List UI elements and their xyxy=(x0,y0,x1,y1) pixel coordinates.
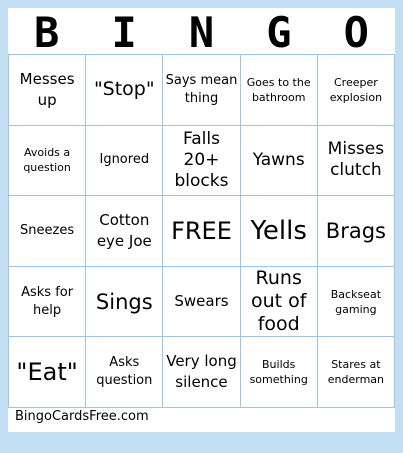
bingo-cell: Ignored xyxy=(86,126,163,197)
bingo-cell: Says mean thing xyxy=(163,55,240,126)
bingo-header xyxy=(8,8,395,57)
bingo-cell: Goes to the bathroom xyxy=(241,55,318,126)
bingo-cell: "Stop" xyxy=(86,55,163,126)
bingo-cell: Avoids a question xyxy=(9,126,86,197)
bingo-cell: FREE xyxy=(163,196,240,267)
bingo-card xyxy=(8,8,395,432)
bingo-cell: Falls 20+ blocks xyxy=(163,126,240,197)
bingo-cell: Runs out of food xyxy=(241,267,318,338)
bingo-cell: Asks for help xyxy=(9,267,86,338)
bingo-cell: Cotton eye Joe xyxy=(86,196,163,267)
bingo-cell: Very long silence xyxy=(163,337,240,408)
bingo-cell: Swears xyxy=(163,267,240,338)
bingo-cell: Creeper explosion xyxy=(318,55,395,126)
bingo-cell: Sneezes xyxy=(9,196,86,267)
bingo-cell: Misses clutch xyxy=(318,126,395,197)
header-letter-n: N xyxy=(188,8,215,57)
bingo-cell: Messes up xyxy=(9,55,86,126)
bingo-cell: Yells xyxy=(241,196,318,267)
bingo-cell: Backseat gaming xyxy=(318,267,395,338)
header-letter-g: G xyxy=(266,8,292,57)
bingo-cell: Sings xyxy=(86,267,163,338)
header-letter-i: I xyxy=(111,8,137,57)
bingo-cell: "Eat" xyxy=(9,337,86,408)
bingo-cell: Builds something xyxy=(241,337,318,408)
site-credit: BingoCardsFree.com xyxy=(15,409,149,424)
bingo-cell: Stares at enderman xyxy=(318,337,395,408)
header-letter-b: B xyxy=(34,8,60,57)
header-letter-o: O xyxy=(343,8,369,57)
bingo-cell: Yawns xyxy=(241,126,318,197)
bingo-cell: Brags xyxy=(318,196,395,267)
bingo-grid xyxy=(8,54,395,408)
bingo-cell: Asks question xyxy=(86,337,163,408)
